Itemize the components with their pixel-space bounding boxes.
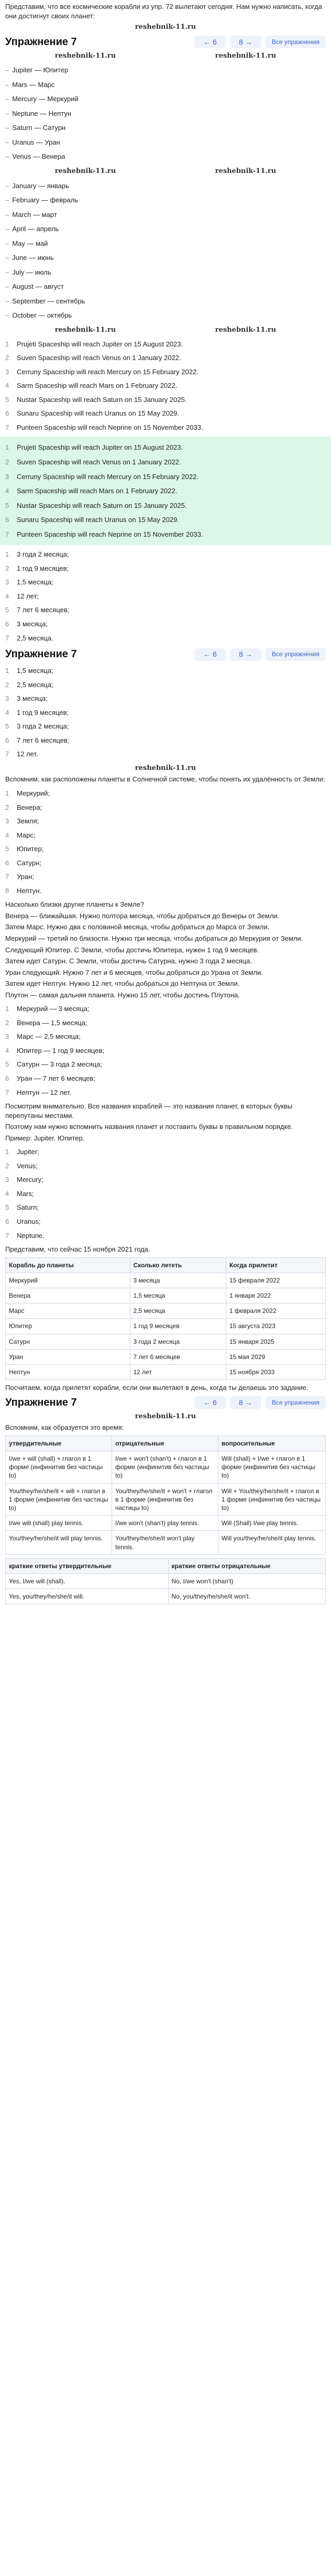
watermark: reshebnik-11.ru [215,51,277,60]
exercise-nav-bar-3 [5,1396,326,1410]
table-row: Сатурн 3 года 2 месяца 15 января 2025 [6,1334,326,1349]
table-row: I/we will (shall) play tennis. I/we won't (shan't) play tennis. Will (Shall) I/we play tennis. [6,1516,326,1531]
list-item: 5 Saturn; [5,1203,39,1212]
list-item: 6 3 месяца; [5,619,48,628]
paragraph: Насколько близки другие планеты к Земле? [5,900,145,909]
table-header-row [6,1436,326,1451]
table-row: Нептун 12 лет 15 ноября 2033 [6,1364,326,1379]
nav-controls [194,36,326,48]
english-planets-list [5,1147,326,1240]
paragraph: Меркурий — третий по близости. Нужно три месяца, чтобы добраться до Меркурия от Земли. [5,934,303,942]
list-item: – February — февраль [5,195,326,205]
table-outro: Посчитаем, когда прилетят корабли, если они вылетают в день, когда ты делаешь это задание. [5,1384,308,1392]
exercise-title: Упражнение 7 [5,1396,77,1408]
table-row: You/they/he/she/it + will + глагол в 1 форме (инфинитив без частицы to) You/they/he/she/it + won't + глагол в 1 форме (инфинитив без частицы to) Will + You/they/he/she/it + глагол в 1 форме (инфинитив без частицы to) [6,1483,326,1516]
list-item: 4 1 год 9 месяцев; [5,708,69,716]
list-item: 1 3 года 2 месяца; [5,550,69,559]
table-header: краткие ответы отрицательные [168,1558,325,1573]
next-exercise-button[interactable]: 8 → [230,648,261,661]
list-item: – June — июнь [5,253,326,263]
all-exercises-button[interactable]: Все упражнения [266,36,326,48]
list-item: 6 Сатурн; [5,858,41,867]
table-row: Марс 2,5 месяца 1 февраля 2022 [6,1303,326,1319]
table-intro: Представим, что сейчас 15 ноября 2021 года. [5,1245,150,1254]
list-item: – March — март [5,210,326,220]
prev-exercise-button[interactable]: ← 6 [194,36,226,48]
durations-sorted-list [5,666,326,759]
list-item: 4 Sarm Spaceship will reach Mars on 1 February 2022. [5,382,178,390]
arrival-table [5,1257,326,1381]
nav-controls [194,648,326,660]
list-item: 2 Suven Spaceship will reach Venus on 1 January 2022. [5,354,181,362]
table-header: Когда прилетит [226,1257,325,1273]
next-exercise-button[interactable]: 8 → [230,36,261,48]
list-item: 5 7 лет 6 месяцев; [5,606,70,614]
exercise-nav-bar-2 [5,647,326,661]
list-item: 3 1,5 месяца; [5,578,53,586]
paragraph: Плутон — самая дальняя планета. Нужно 15 лет, чтобы достичь Плутона. [5,991,240,999]
list-item: 3 Mercury; [5,1176,43,1184]
future-simple-table [5,1436,326,1555]
list-item: 7 Нептун — 12 лет. [5,1088,72,1096]
table-header: краткие ответы утвердительные [6,1558,169,1573]
watermark-row [5,167,326,176]
watermark: reshebnik-11.ru [135,23,196,31]
watermark-row [5,1412,326,1421]
watermark: reshebnik-11.ru [215,167,277,176]
list-item: 4 Юпитер — 1 год 9 месяцев; [5,1046,104,1055]
watermark-row [5,51,326,61]
list-item: 8 Нептун. [5,886,42,895]
watermark: reshebnik-11.ru [54,51,116,60]
list-item: 5 Сатурн — 3 года 2 месяца; [5,1060,103,1069]
list-item: 4 Sarm Spaceship will reach Mars on 1 February 2022. [5,487,178,495]
list-item: – Saturn — Сатурн [5,123,326,133]
table-row: Yes, I/we will (shall). No, I/we won't (shan't) [6,1573,326,1589]
list-item: 6 Uranus; [5,1218,41,1226]
paragraph: Венера — ближайшая. Нужно полтора месяца, чтобы добраться до Венеры от Земли. [5,911,280,920]
list-item: – October — октябрь [5,311,326,320]
list-item: 6 Уран — 7 лет 6 месяцев; [5,1074,95,1083]
intro-text: Представим, что все космические корабли из упр. 72 вылетают сегодня. Нам нужно написать, когда они достигнут своих планет: [5,3,323,20]
list-item: 2 Suven Spaceship will reach Venus on 1 January 2022. [5,458,181,466]
months-list [5,181,326,320]
list-item: 2 1 год 9 месяцев; [5,564,69,572]
list-item: – Mars — Марс [5,80,326,90]
travel-times-list [5,1004,326,1097]
paragraph: Уран следующий. Нужно 7 лет и 6 месяцев, чтобы добраться до Урана от Земли. [5,968,263,976]
list-item: – April — апрель [5,224,326,234]
list-item: 7 Уран; [5,873,34,881]
list-item: 2 Venus; [5,1161,38,1170]
list-item: 1 1,5 месяца; [5,667,53,675]
solar-order-list [5,789,326,895]
table-header: Корабль до планеты [6,1257,130,1273]
table-row: Уран 7 лет 6 месяцев 15 мая 2029 [6,1349,326,1364]
list-item: 1 Меркурий — 3 месяца; [5,1005,90,1013]
watermark: reshebnik-11.ru [215,326,277,334]
all-exercises-button[interactable]: Все упражнения [266,1396,326,1409]
table-header-row [6,1558,326,1573]
list-item: 4 Mars; [5,1189,34,1198]
list-item: 6 7 лет 6 месяцев; [5,736,70,744]
answer-sentences-list [5,340,326,432]
list-item: 4 Марс; [5,831,36,839]
list-item: – Jupiter — Юпитер [5,66,326,75]
list-item: 3 Cerruny Spaceship will reach Mercury on 15 February 2022. [5,367,198,376]
list-item: 2 Венера; [5,803,42,811]
table-row: Yes, you/they/he/she/it will. No, you/they/he/she/it won't. [6,1589,326,1604]
planet-pairs-list [5,66,326,161]
list-item: 7 2,5 месяца. [5,634,53,642]
list-item: – Neptune — Нептун [5,109,326,118]
anagram-intro: Посмотрим внимательно. Все названия кораблей — это названия планет, в которых буквы перепутаны местами. [5,1102,293,1119]
list-item: 2 Венера — 1,5 месяца; [5,1018,87,1027]
list-item: 3 Марс — 2,5 месяца; [5,1032,81,1041]
list-item: 1 Prujeti Spaceship will reach Jupiter on 15 August 2023. [5,340,183,348]
table-row: I/we + will (shall) + глагол в 1 форме (инфинитив без частицы to) I/we + won't (shan't) + глагол в 1 форме (инфинитив без частицы to) Will (shall) + I/we + глагол в 1 форме (инфинитив без частицы to) [6,1451,326,1484]
exercise-nav-bar-1 [5,35,326,49]
list-item: 5 3 года 2 месяца; [5,722,69,731]
table-row: Меркурий 3 месяца 15 февраля 2022 [6,1273,326,1288]
table-header: утвердительные [6,1436,112,1451]
paragraph: Затем идет Нептун. Нужно 12 лет, чтобы добраться до Нептуна от Земли. [5,980,240,988]
list-item: – Uranus — Уран [5,138,326,147]
list-item: 3 3 месяца; [5,694,48,703]
watermark: reshebnik-11.ru [135,1412,196,1420]
table-row: Юпитер 1 год 9 месяцев 15 августа 2023 [6,1319,326,1334]
short-answers-table [5,1558,326,1605]
list-item: – July — июль [5,268,326,277]
table-header: вопросительные [218,1436,325,1451]
list-item: – Venus — Венера [5,152,326,161]
list-item: 5 Nustar Spaceship will reach Saturn on 15 January 2025. [5,395,187,404]
list-item: 7 Punteen Spaceship will reach Neprine on 15 November 2033. [5,423,203,431]
paragraph: Следующий Юпитер. С Земли, чтобы достичь Юпитера, нужен 1 год 9 месяцев. [5,945,259,954]
all-exercises-button[interactable]: Все упражнения [266,648,326,660]
paragraph: Затем идет Сатурн. С Земли, чтобы достичь Сатурна, нужно 3 года 2 месяца. [5,957,252,965]
paragraph: Затем Марс. Нужно два с половиной месяца, чтобы добраться до Марса от Земли. [5,923,270,931]
list-item: 4 12 лет; [5,592,39,600]
future-intro: Вспомним, как образуется это время: [5,1423,124,1432]
anagram-note: Поэтому нам нужно вспомнить названия планет и поставить буквы в правильном порядке. [5,1123,293,1131]
list-item: 3 Земля; [5,817,39,825]
durations-list [5,550,326,643]
nav-controls [194,1396,326,1409]
list-item: – September — сентябрь [5,297,326,306]
answer-sentences-list-highlighted [5,443,326,539]
list-item: 7 Neptune. [5,1231,45,1240]
table-header: отрицательные [112,1436,218,1451]
list-item: – January — январь [5,181,326,191]
list-item: 7 Punteen Spaceship will reach Neprine on 15 November 2033. [5,530,203,538]
list-item: 6 Sunaru Spaceship will reach Uranus on 15 May 2029. [5,409,180,418]
list-item: 2 2,5 месяца; [5,680,53,689]
watermark-row [5,23,326,32]
list-item: – Mercury — Меркурий [5,94,326,104]
watermark-row [5,764,326,773]
highlighted-answers [0,437,331,545]
table-row: You/they/he/she/it will play tennis. You/they/he/she/it won't play tennis. Will you/they/he/she/it play tennis. [6,1531,326,1555]
list-item: 1 Меркурий; [5,789,50,797]
list-item: 5 Nustar Spaceship will reach Saturn on 15 January 2025. [5,501,187,509]
prev-exercise-button[interactable]: ← 6 [194,648,226,661]
list-item: 7 12 лет. [5,750,38,758]
order-intro: Вспомним, как расположены планеты в Солнечной системе, чтобы понять их удалённость от Земли: [5,775,325,784]
list-item: 5 Юпитер; [5,845,44,853]
example-text: Пример: Jupiter. Юпитер. [5,1134,85,1142]
list-item: 3 Cerruny Spaceship will reach Mercury on 15 February 2022. [5,472,198,481]
list-item: 1 Jupiter; [5,1148,39,1156]
watermark: reshebnik-11.ru [54,167,116,176]
watermark-row [5,325,326,335]
table-header-row [6,1257,326,1273]
prev-exercise-button[interactable]: ← 6 [194,1396,226,1409]
list-item: 6 Sunaru Spaceship will reach Uranus on 15 May 2029. [5,516,180,524]
exercise-title: Упражнение 7 [5,648,77,660]
list-item: 1 Prujeti Spaceship will reach Jupiter on 15 August 2023. [5,443,183,452]
table-header: Сколько лететь [130,1257,226,1273]
list-item: – May — май [5,239,326,248]
next-exercise-button[interactable]: 8 → [230,1396,261,1409]
watermark: reshebnik-11.ru [135,764,196,772]
watermark: reshebnik-11.ru [54,326,116,334]
exercise-title: Упражнение 7 [5,36,77,48]
table-row: Венера 1,5 месяца 1 января 2022 [6,1288,326,1303]
list-item: – August — август [5,282,326,291]
